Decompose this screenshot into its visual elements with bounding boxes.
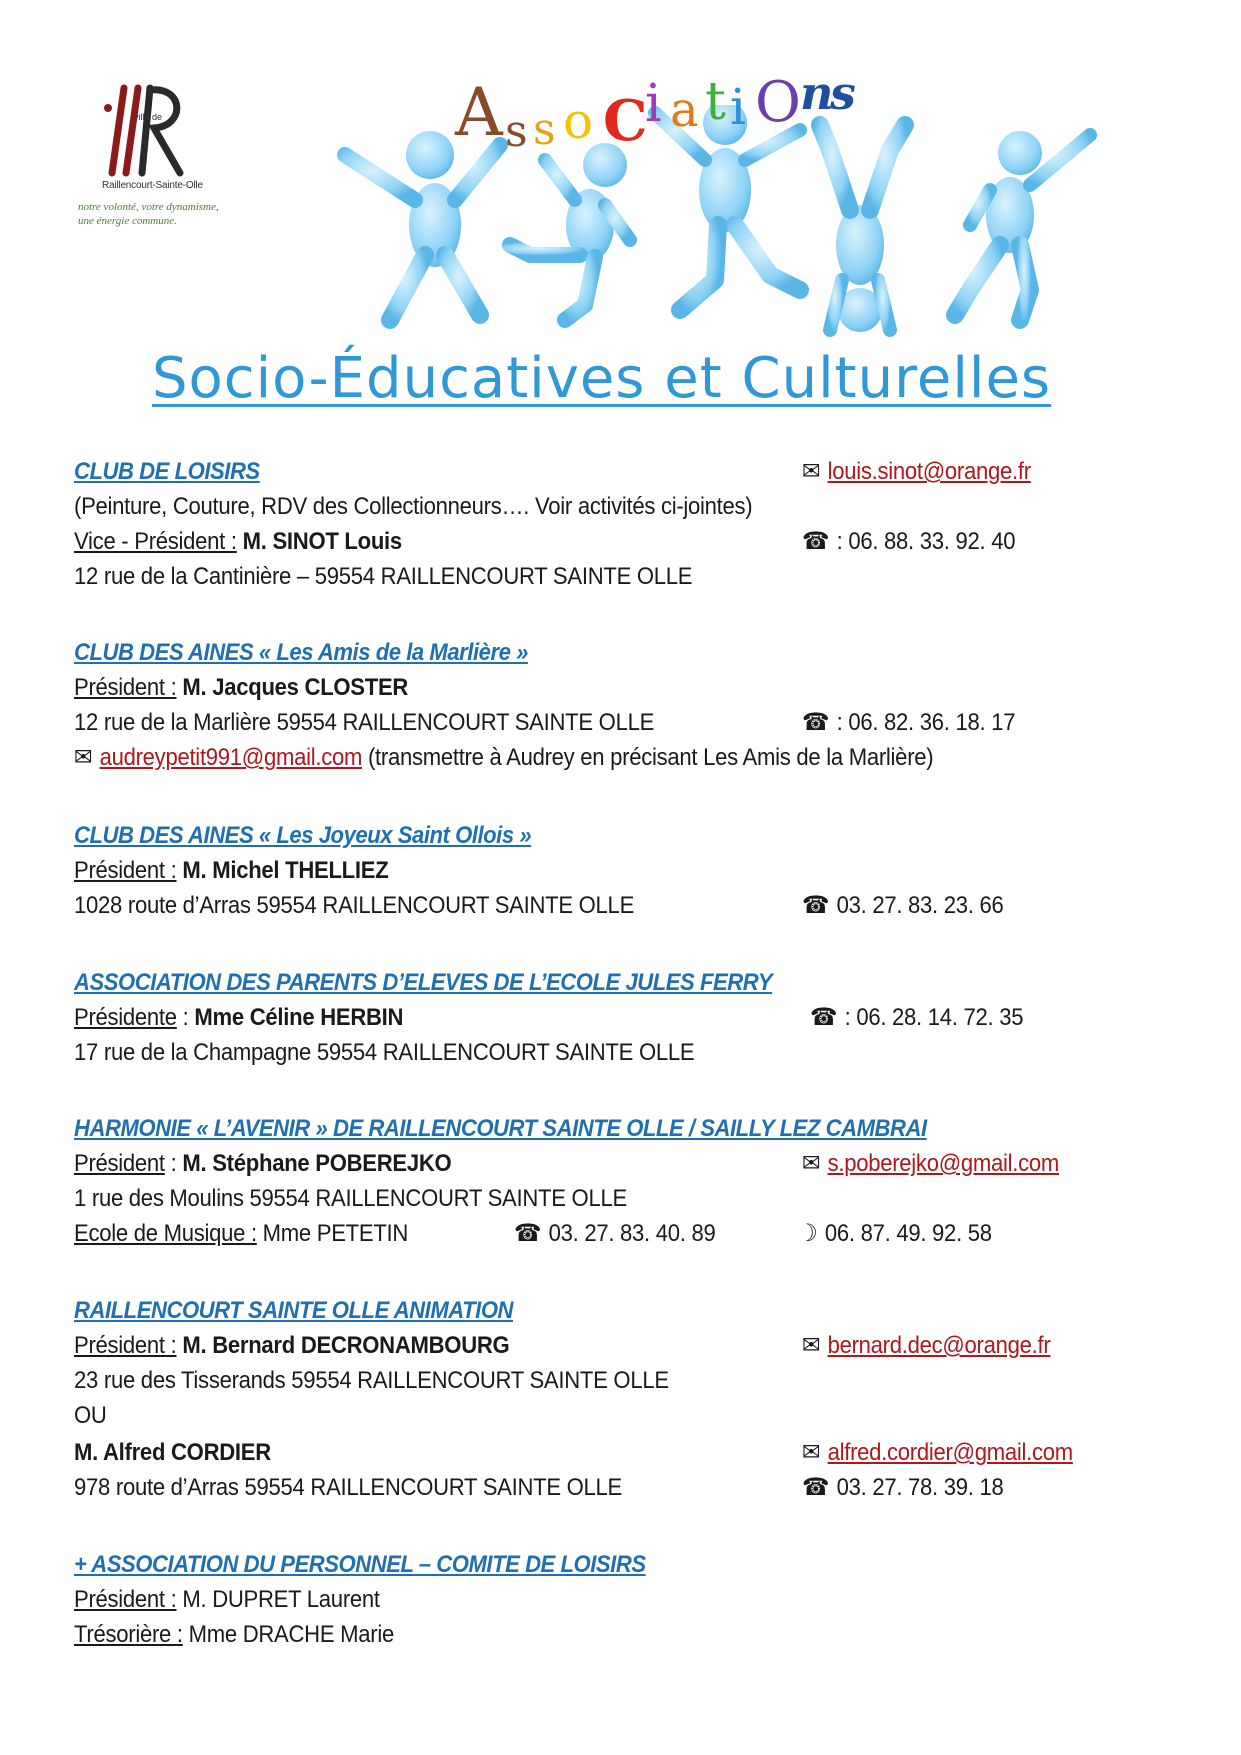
section-title-club-loisirs: CLUB DE LOISIRS — [74, 458, 260, 485]
title-letter: i — [645, 74, 662, 134]
parents-address: 17 rue de la Champagne 59554 RAILLENCOURT SAINTE OLLE — [74, 1039, 695, 1066]
personnel-president-row — [74, 1584, 380, 1616]
section-title-parents: ASSOCIATION DES PARENTS D’ELEVES DE L’ECOLE JULES FERRY — [74, 969, 773, 996]
town-logo-mark — [94, 78, 204, 178]
animation-address2: 978 route d’Arras 59554 RAILLENCOURT SAINTE OLLE — [74, 1474, 623, 1501]
title-letter: a — [670, 82, 699, 138]
mobile-phone-icon: ☽ — [798, 1220, 818, 1247]
title-letter: o — [563, 92, 594, 150]
aines-joyeux-president-row — [74, 855, 388, 887]
logo-slogan — [78, 200, 219, 228]
title-letter: t — [705, 72, 726, 132]
aines-marliere-email-link[interactable]: audreypetit991@gmail.com — [99, 744, 363, 771]
mobile-number: 06. 87. 49. 92. 58 — [824, 1220, 992, 1247]
title-letter: s — [505, 106, 528, 157]
envelope-icon: ✉ — [802, 1332, 821, 1359]
phone-icon: ☎ — [810, 1004, 838, 1031]
title-letter: A — [455, 74, 503, 151]
aines-joyeux-address: 1028 route d’Arras 59554 RAILLENCOURT SAINTE OLLE — [74, 892, 635, 919]
phone-number: 03. 27. 83. 40. 89 — [548, 1220, 716, 1247]
phone-icon: ☎ — [802, 1474, 830, 1501]
section-title-aines-marliere: CLUB DES AINES « Les Amis de la Marlière » — [74, 639, 528, 666]
animation-or: OU — [74, 1402, 107, 1429]
logo-slogan-line1: notre volonté, votre dynamisme, — [78, 201, 219, 213]
phone-icon: ☎ — [802, 709, 830, 736]
personnel-treasurer-row — [74, 1619, 394, 1651]
phone-number: 03. 27. 78. 39. 18 — [836, 1474, 1004, 1501]
aines-marliere-phone-row — [802, 707, 1015, 739]
role-label: Présidente — [74, 1004, 177, 1031]
role-label: Trésorière : — [74, 1621, 183, 1648]
person-name: M. SINOT Louis — [242, 528, 402, 555]
parents-president-row — [74, 1002, 403, 1034]
section-title-personnel: + ASSOCIATION DU PERSONNEL – COMITE DE LOISIRS — [74, 1551, 646, 1578]
title-letter: n — [800, 66, 834, 120]
role-label: Président — [74, 1150, 165, 1177]
town-logo — [74, 78, 256, 230]
animation-address: 23 rue des Tisserands 59554 RAILLENCOURT SAINTE OLLE — [74, 1367, 669, 1394]
role-label: Président : — [74, 1332, 177, 1359]
title-letter: s — [533, 104, 556, 155]
person-name: M. Jacques CLOSTER — [182, 674, 409, 701]
person-name: M. Bernard DECRONAMBOURG — [182, 1332, 510, 1359]
phone-number: : 06. 88. 33. 92. 40 — [836, 528, 1016, 555]
aines-joyeux-phone-row — [802, 890, 1004, 922]
page-subtitle: Socio-Éducatives et Culturelles — [152, 346, 1052, 411]
animation-person2: M. Alfred CORDIER — [74, 1439, 271, 1466]
associations-title — [455, 66, 915, 170]
envelope-icon: ✉ — [802, 1439, 821, 1466]
envelope-icon: ✉ — [802, 458, 821, 485]
phone-icon: ☎ — [802, 528, 830, 555]
email-note: (transmettre à Audrey en précisant Les Amis de la Marlière) — [367, 744, 934, 771]
envelope-icon: ✉ — [802, 1150, 821, 1177]
person-name: M. DUPRET Laurent — [182, 1586, 380, 1613]
phone-icon: ☎ — [514, 1220, 542, 1247]
animation-phone2-row — [802, 1472, 1004, 1504]
role-label: Président : — [74, 857, 177, 884]
person-name: M. Michel THELLIEZ — [182, 857, 389, 884]
title-letter: O — [755, 70, 801, 135]
school-person: Mme PETETIN — [262, 1220, 409, 1247]
aines-marliere-email-row — [74, 742, 933, 774]
person-name: Mme Céline HERBIN — [194, 1004, 404, 1031]
animation-email2-row — [802, 1437, 1073, 1469]
person-name: Mme DRACHE Marie — [188, 1621, 395, 1648]
envelope-icon: ✉ — [74, 744, 93, 771]
animation-email-link[interactable]: bernard.dec@orange.fr — [827, 1332, 1051, 1359]
phone-number: 03. 27. 83. 23. 66 — [836, 892, 1004, 919]
role-label: Vice - Président : — [74, 528, 237, 555]
animation-email2-link[interactable]: alfred.cordier@gmail.com — [827, 1439, 1073, 1466]
section-title-aines-joyeux: CLUB DES AINES « Les Joyeux Saint Ollois » — [74, 822, 532, 849]
animation-president-row — [74, 1330, 509, 1362]
harmonie-address: 1 rue des Moulins 59554 RAILLENCOURT SAINTE OLLE — [74, 1185, 627, 1212]
club-loisirs-email-row — [802, 456, 1031, 488]
aines-marliere-address: 12 rue de la Marlière 59554 RAILLENCOURT SAINTE OLLE — [74, 709, 655, 736]
person-name: M. Stéphane POBEREJKO — [182, 1150, 452, 1177]
club-loisirs-activities: (Peinture, Couture, RDV des Collectionneurs…. Voir activités ci-jointes) — [74, 493, 753, 520]
title-letter: i — [730, 78, 746, 136]
school-label: Ecole de Musique : — [74, 1220, 257, 1247]
section-title-animation: RAILLENCOURT SAINTE OLLE ANIMATION — [74, 1297, 514, 1324]
harmonie-school-phone-row — [514, 1218, 716, 1250]
logo-slogan-line2: une énergie commune. — [78, 215, 177, 227]
harmonie-email-link[interactable]: s.poberejko@gmail.com — [827, 1150, 1059, 1177]
role-label: Président : — [74, 674, 177, 701]
club-loisirs-phone-row — [802, 526, 1015, 558]
figure-5 — [955, 131, 1090, 320]
harmonie-school-row — [74, 1218, 408, 1250]
logo-small-text: ville de — [134, 112, 163, 122]
club-loisirs-president-row — [74, 526, 402, 558]
role-label: Président : — [74, 1586, 177, 1613]
harmonie-school-mobile-row — [798, 1218, 992, 1250]
harmonie-president-row — [74, 1148, 451, 1180]
parents-phone-row — [810, 1002, 1023, 1034]
title-letter: s — [830, 66, 856, 120]
phone-number: : 06. 28. 14. 72. 35 — [844, 1004, 1024, 1031]
animation-email-row — [802, 1330, 1050, 1362]
section-title-harmonie: HARMONIE « L’AVENIR » DE RAILLENCOURT SAINTE OLLE / SAILLY LEZ CAMBRAI — [74, 1115, 927, 1142]
role-separator: : — [170, 1150, 177, 1177]
aines-marliere-president-row — [74, 672, 408, 704]
title-letter: C — [603, 88, 648, 154]
role-separator: : — [182, 1004, 189, 1031]
phone-number: : 06. 82. 36. 18. 17 — [836, 709, 1016, 736]
logo-town-name: Raillencourt-Sainte-Olle — [102, 180, 203, 191]
club-loisirs-email-link[interactable]: louis.sinot@orange.fr — [827, 458, 1031, 485]
phone-icon: ☎ — [802, 892, 830, 919]
club-loisirs-address: 12 rue de la Cantinière – 59554 RAILLENCOURT SAINTE OLLE — [74, 563, 693, 590]
harmonie-email-row — [802, 1148, 1059, 1180]
